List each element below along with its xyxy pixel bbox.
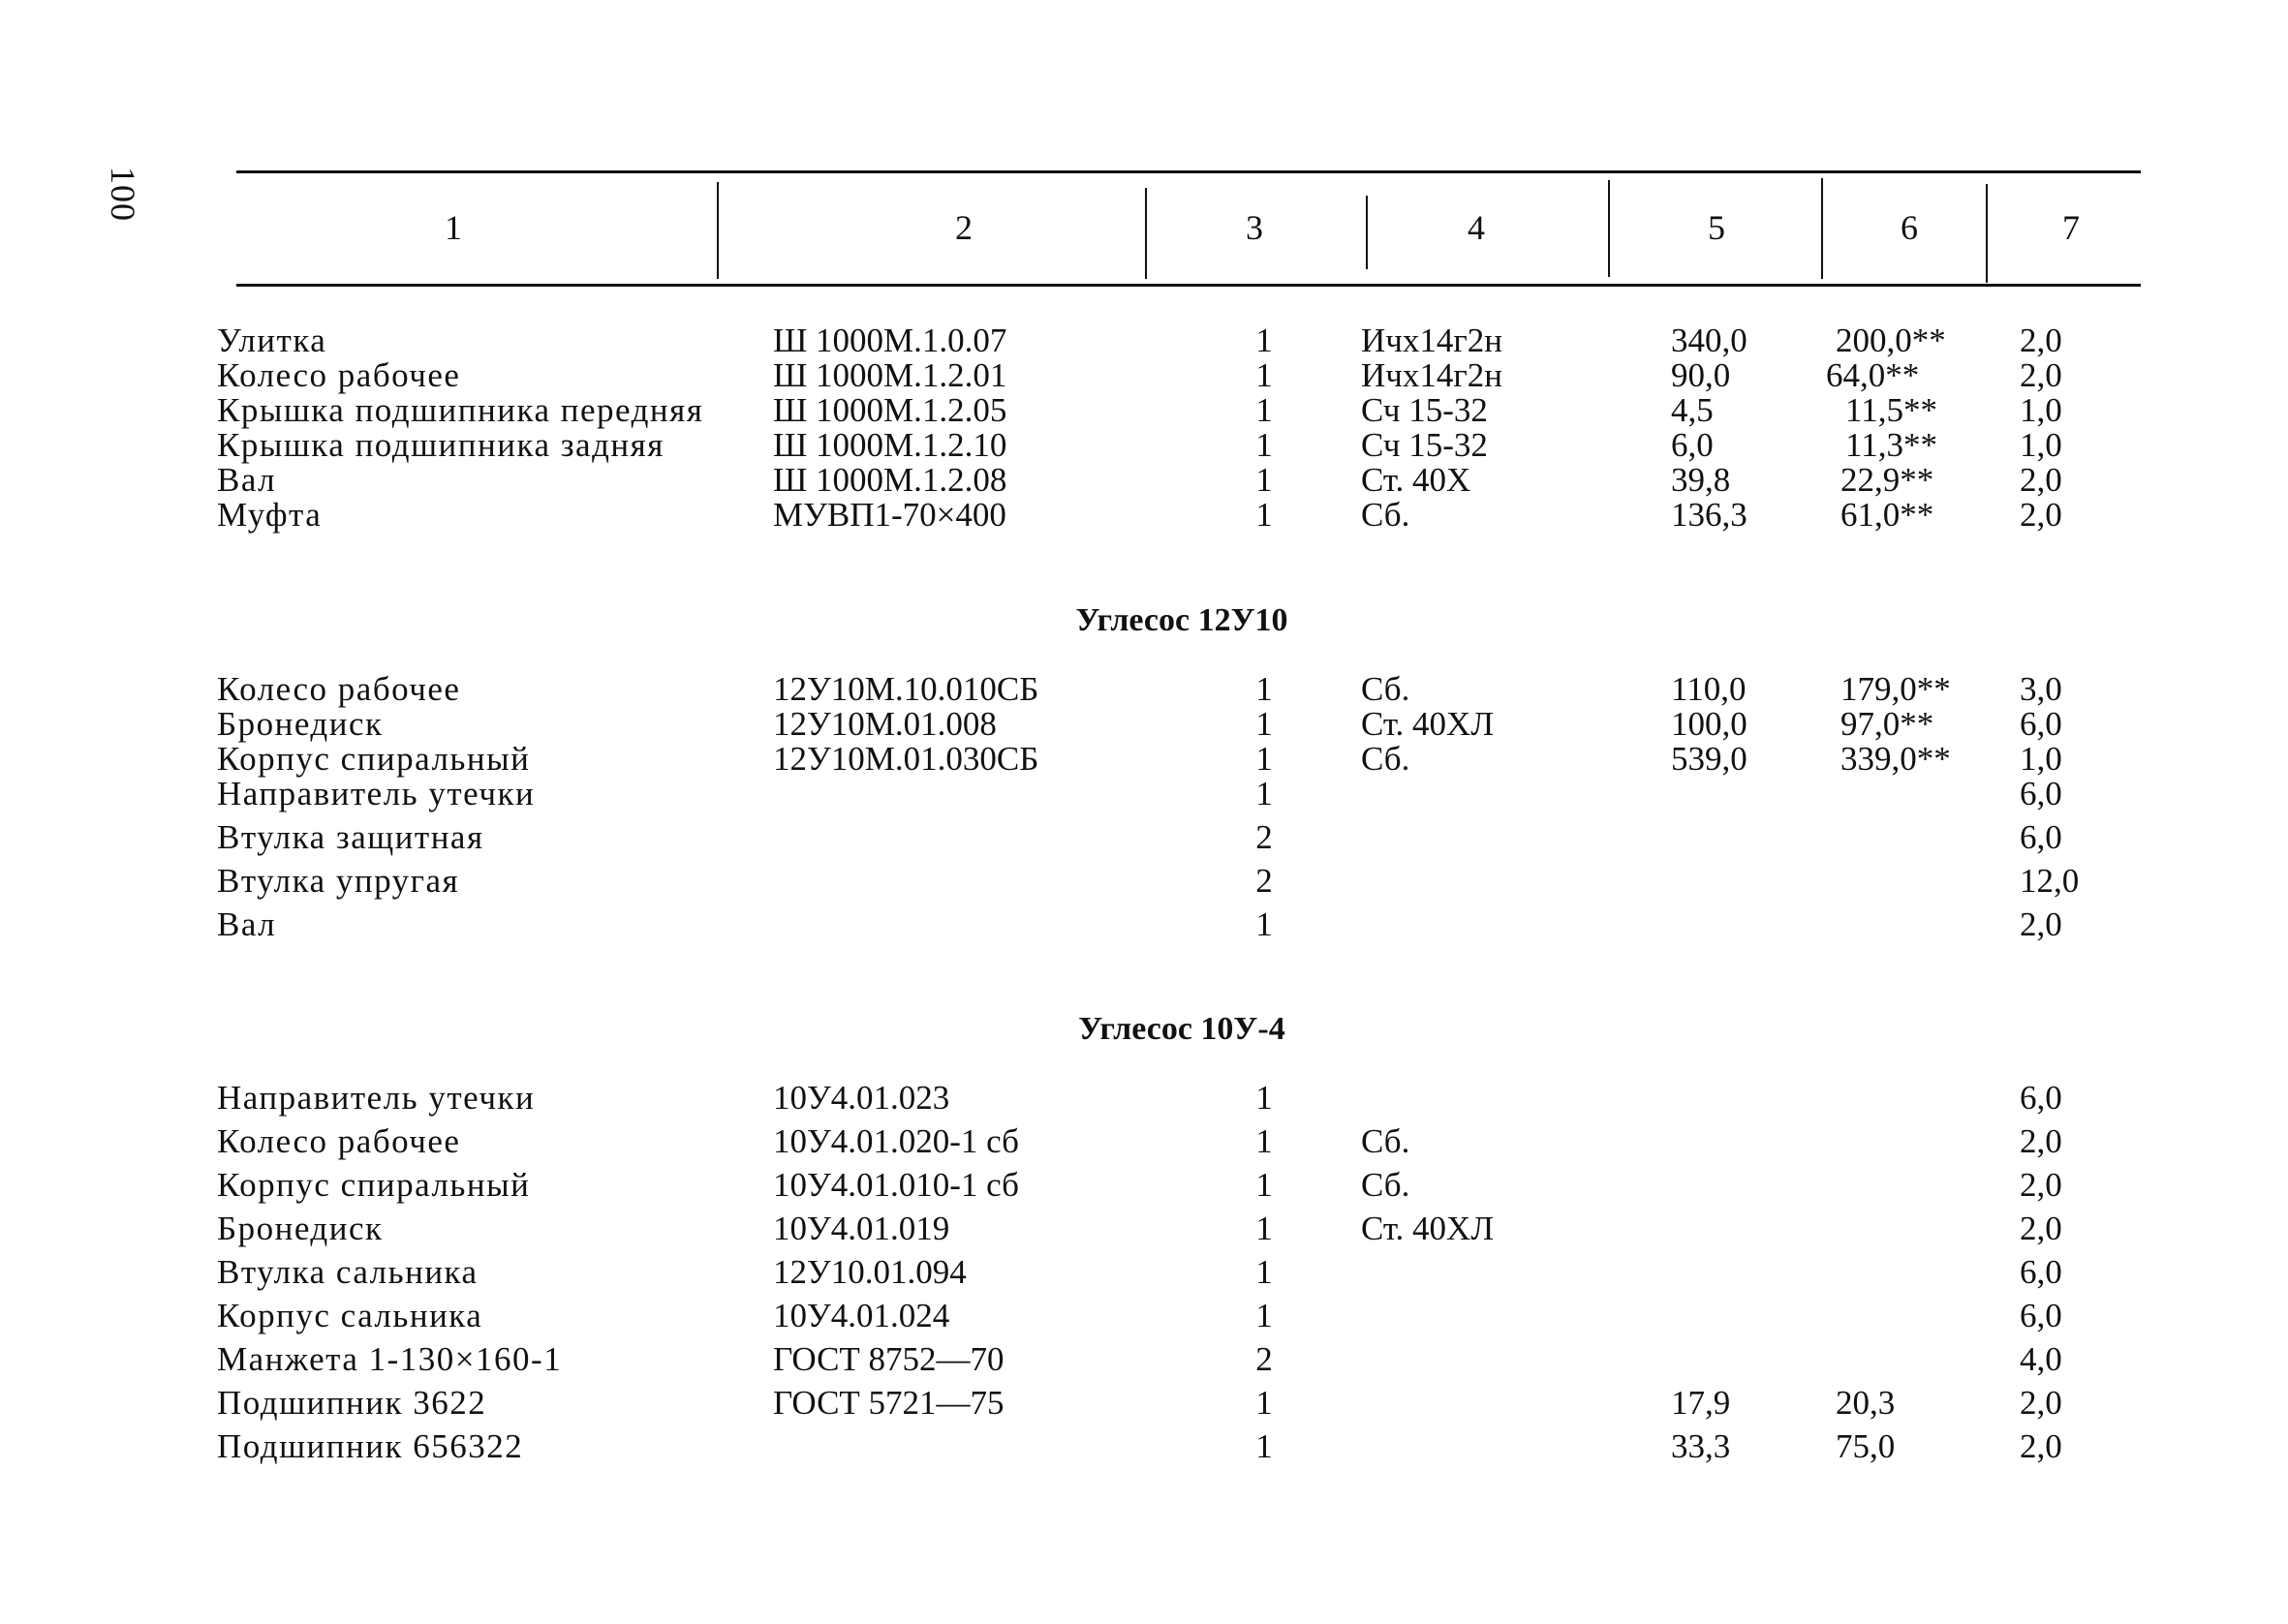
part-col7: 12,0 <box>2020 862 2080 900</box>
part-code: Ш 1000М.1.2.05 <box>773 391 1007 429</box>
part-qty: 1 <box>1255 1297 1273 1334</box>
part-col5: 90,0 <box>1671 356 1731 394</box>
header-bottom-rule <box>236 284 2141 287</box>
part-code: 12У10.01.094 <box>773 1253 967 1291</box>
column-header: 2 <box>955 208 973 247</box>
part-name: Вал <box>217 461 277 499</box>
part-code: Ш 1000М.1.0.07 <box>773 322 1007 359</box>
part-col5: 39,8 <box>1671 461 1731 499</box>
part-col7: 2,0 <box>2020 1427 2062 1465</box>
part-qty: 1 <box>1255 322 1273 359</box>
part-code: 10У4.01.023 <box>773 1079 950 1117</box>
part-col5: 539,0 <box>1671 740 1747 778</box>
part-col6: 64,0** <box>1826 356 1920 394</box>
part-qty: 1 <box>1255 670 1273 708</box>
part-col7: 1,0 <box>2020 391 2062 429</box>
part-name: Улитка <box>217 322 327 359</box>
header-divider <box>1608 180 1610 277</box>
part-name: Колесо рабочее <box>217 670 461 708</box>
part-col7: 4,0 <box>2020 1340 2062 1378</box>
part-code: Ш 1000М.1.2.10 <box>773 426 1007 464</box>
part-col7: 6,0 <box>2020 1079 2062 1117</box>
part-name: Втулка сальника <box>217 1253 479 1291</box>
part-qty: 1 <box>1255 1253 1273 1291</box>
part-col5: 4,5 <box>1671 391 1714 429</box>
part-material: Сб. <box>1361 1122 1410 1160</box>
column-header: 1 <box>445 208 462 247</box>
part-col6: 20,3 <box>1836 1384 1896 1422</box>
part-qty: 1 <box>1255 391 1273 429</box>
header-divider <box>1821 178 1823 279</box>
part-col6: 179,0** <box>1840 670 1951 708</box>
part-name: Колесо рабочее <box>217 1122 461 1160</box>
header-divider <box>1986 184 1988 283</box>
part-col7: 6,0 <box>2020 1297 2062 1334</box>
column-header: 7 <box>2062 208 2080 247</box>
part-col7: 3,0 <box>2020 670 2062 708</box>
part-material: Ичх14г2н <box>1361 356 1502 394</box>
part-name: Направитель утечки <box>217 775 536 812</box>
part-col7: 2,0 <box>2020 322 2062 359</box>
part-qty: 1 <box>1255 905 1273 943</box>
part-qty: 1 <box>1255 775 1273 812</box>
header-divider <box>1145 188 1147 279</box>
part-name: Втулка упругая <box>217 862 460 900</box>
part-col7: 6,0 <box>2020 705 2062 743</box>
part-col7: 2,0 <box>2020 1210 2062 1247</box>
part-col6: 75,0 <box>1836 1427 1896 1465</box>
part-qty: 1 <box>1255 1079 1273 1117</box>
part-code: 12У10М.01.030СБ <box>773 740 1039 778</box>
part-col5: 17,9 <box>1671 1384 1731 1422</box>
part-col7: 1,0 <box>2020 426 2062 464</box>
part-col5: 340,0 <box>1671 322 1747 359</box>
part-code: Ш 1000М.1.2.08 <box>773 461 1007 499</box>
part-name: Подшипник 656322 <box>217 1427 524 1465</box>
part-col5: 110,0 <box>1671 670 1747 708</box>
part-qty: 1 <box>1255 1384 1273 1422</box>
part-name: Направитель утечки <box>217 1079 536 1117</box>
part-col6: 339,0** <box>1840 740 1951 778</box>
part-name: Подшипник 3622 <box>217 1384 487 1422</box>
part-col7: 6,0 <box>2020 1253 2062 1291</box>
part-qty: 1 <box>1255 1166 1273 1204</box>
part-code: 12У10М.10.010СБ <box>773 670 1039 708</box>
part-name: Манжета 1-130×160-1 <box>217 1340 563 1378</box>
part-material: Сб. <box>1361 670 1410 708</box>
part-name: Корпус спиральный <box>217 1166 531 1204</box>
header-divider <box>1366 196 1368 269</box>
header-top-rule <box>236 170 2141 173</box>
part-qty: 1 <box>1255 1427 1273 1465</box>
part-code: 10У4.01.024 <box>773 1297 950 1334</box>
part-qty: 1 <box>1255 740 1273 778</box>
part-code: 10У4.01.020-1 сб <box>773 1122 1019 1160</box>
part-code: Ш 1000М.1.2.01 <box>773 356 1007 394</box>
part-name: Бронедиск <box>217 1210 384 1247</box>
part-material: Ст. 40ХЛ <box>1361 1210 1495 1247</box>
part-material: Ичх14г2н <box>1361 322 1502 359</box>
part-col7: 2,0 <box>2020 1166 2062 1204</box>
part-col7: 2,0 <box>2020 356 2062 394</box>
part-col6: 11,3** <box>1845 426 1937 464</box>
part-material: Сб. <box>1361 1166 1410 1204</box>
part-material: Сб. <box>1361 496 1410 534</box>
part-code: 12У10М.01.008 <box>773 705 997 743</box>
part-col7: 2,0 <box>2020 461 2062 499</box>
part-name: Вал <box>217 905 277 943</box>
part-code: ГОСТ 5721—75 <box>773 1384 1005 1422</box>
part-qty: 1 <box>1255 356 1273 394</box>
part-material: Сб. <box>1361 740 1410 778</box>
part-name: Муфта <box>217 496 323 534</box>
part-col7: 2,0 <box>2020 1384 2062 1422</box>
column-header: 5 <box>1708 208 1725 247</box>
part-col5: 136,3 <box>1671 496 1747 534</box>
part-name: Корпус спиральный <box>217 740 531 778</box>
part-qty: 1 <box>1255 496 1273 534</box>
part-name: Корпус сальника <box>217 1297 483 1334</box>
part-col6: 97,0** <box>1840 705 1934 743</box>
part-code: 10У4.01.019 <box>773 1210 950 1247</box>
part-material: Сч 15-32 <box>1361 391 1488 429</box>
part-col7: 6,0 <box>2020 818 2062 856</box>
part-col6: 200,0** <box>1836 322 1946 359</box>
part-col6: 22,9** <box>1840 461 1934 499</box>
part-col7: 6,0 <box>2020 775 2062 812</box>
part-col5: 100,0 <box>1671 705 1747 743</box>
column-header: 6 <box>1901 208 1918 247</box>
part-name: Колесо рабочее <box>217 356 461 394</box>
part-col7: 2,0 <box>2020 496 2062 534</box>
part-code: 10У4.01.010-1 сб <box>773 1166 1019 1204</box>
column-header: 3 <box>1246 208 1263 247</box>
part-col7: 1,0 <box>2020 740 2062 778</box>
part-col7: 2,0 <box>2020 1122 2062 1160</box>
part-col5: 6,0 <box>1671 426 1714 464</box>
part-qty: 1 <box>1255 1210 1273 1247</box>
part-code: ГОСТ 8752—70 <box>773 1340 1005 1378</box>
part-col6: 11,5** <box>1845 391 1937 429</box>
part-qty: 1 <box>1255 426 1273 464</box>
section-title: Углесос 12У10 <box>1075 602 1288 638</box>
page-number: 100 <box>104 167 142 222</box>
part-code: МУВП1-70×400 <box>773 496 1006 534</box>
part-qty: 2 <box>1255 1340 1273 1378</box>
part-col5: 33,3 <box>1671 1427 1731 1465</box>
part-qty: 2 <box>1255 862 1273 900</box>
part-name: Бронедиск <box>217 705 384 743</box>
part-col7: 2,0 <box>2020 905 2062 943</box>
part-name: Крышка подшипника задняя <box>217 426 665 464</box>
part-col6: 61,0** <box>1840 496 1934 534</box>
part-qty: 1 <box>1255 1122 1273 1160</box>
part-qty: 2 <box>1255 818 1273 856</box>
part-name: Втулка защитная <box>217 818 484 856</box>
part-material: Ст. 40ХЛ <box>1361 705 1495 743</box>
part-qty: 1 <box>1255 461 1273 499</box>
part-qty: 1 <box>1255 705 1273 743</box>
header-divider <box>717 182 719 279</box>
part-material: Сч 15-32 <box>1361 426 1488 464</box>
section-title: Углесос 10У-4 <box>1078 1011 1285 1047</box>
column-header: 4 <box>1468 208 1485 247</box>
part-name: Крышка подшипника передняя <box>217 391 704 429</box>
part-material: Ст. 40Х <box>1361 461 1471 499</box>
